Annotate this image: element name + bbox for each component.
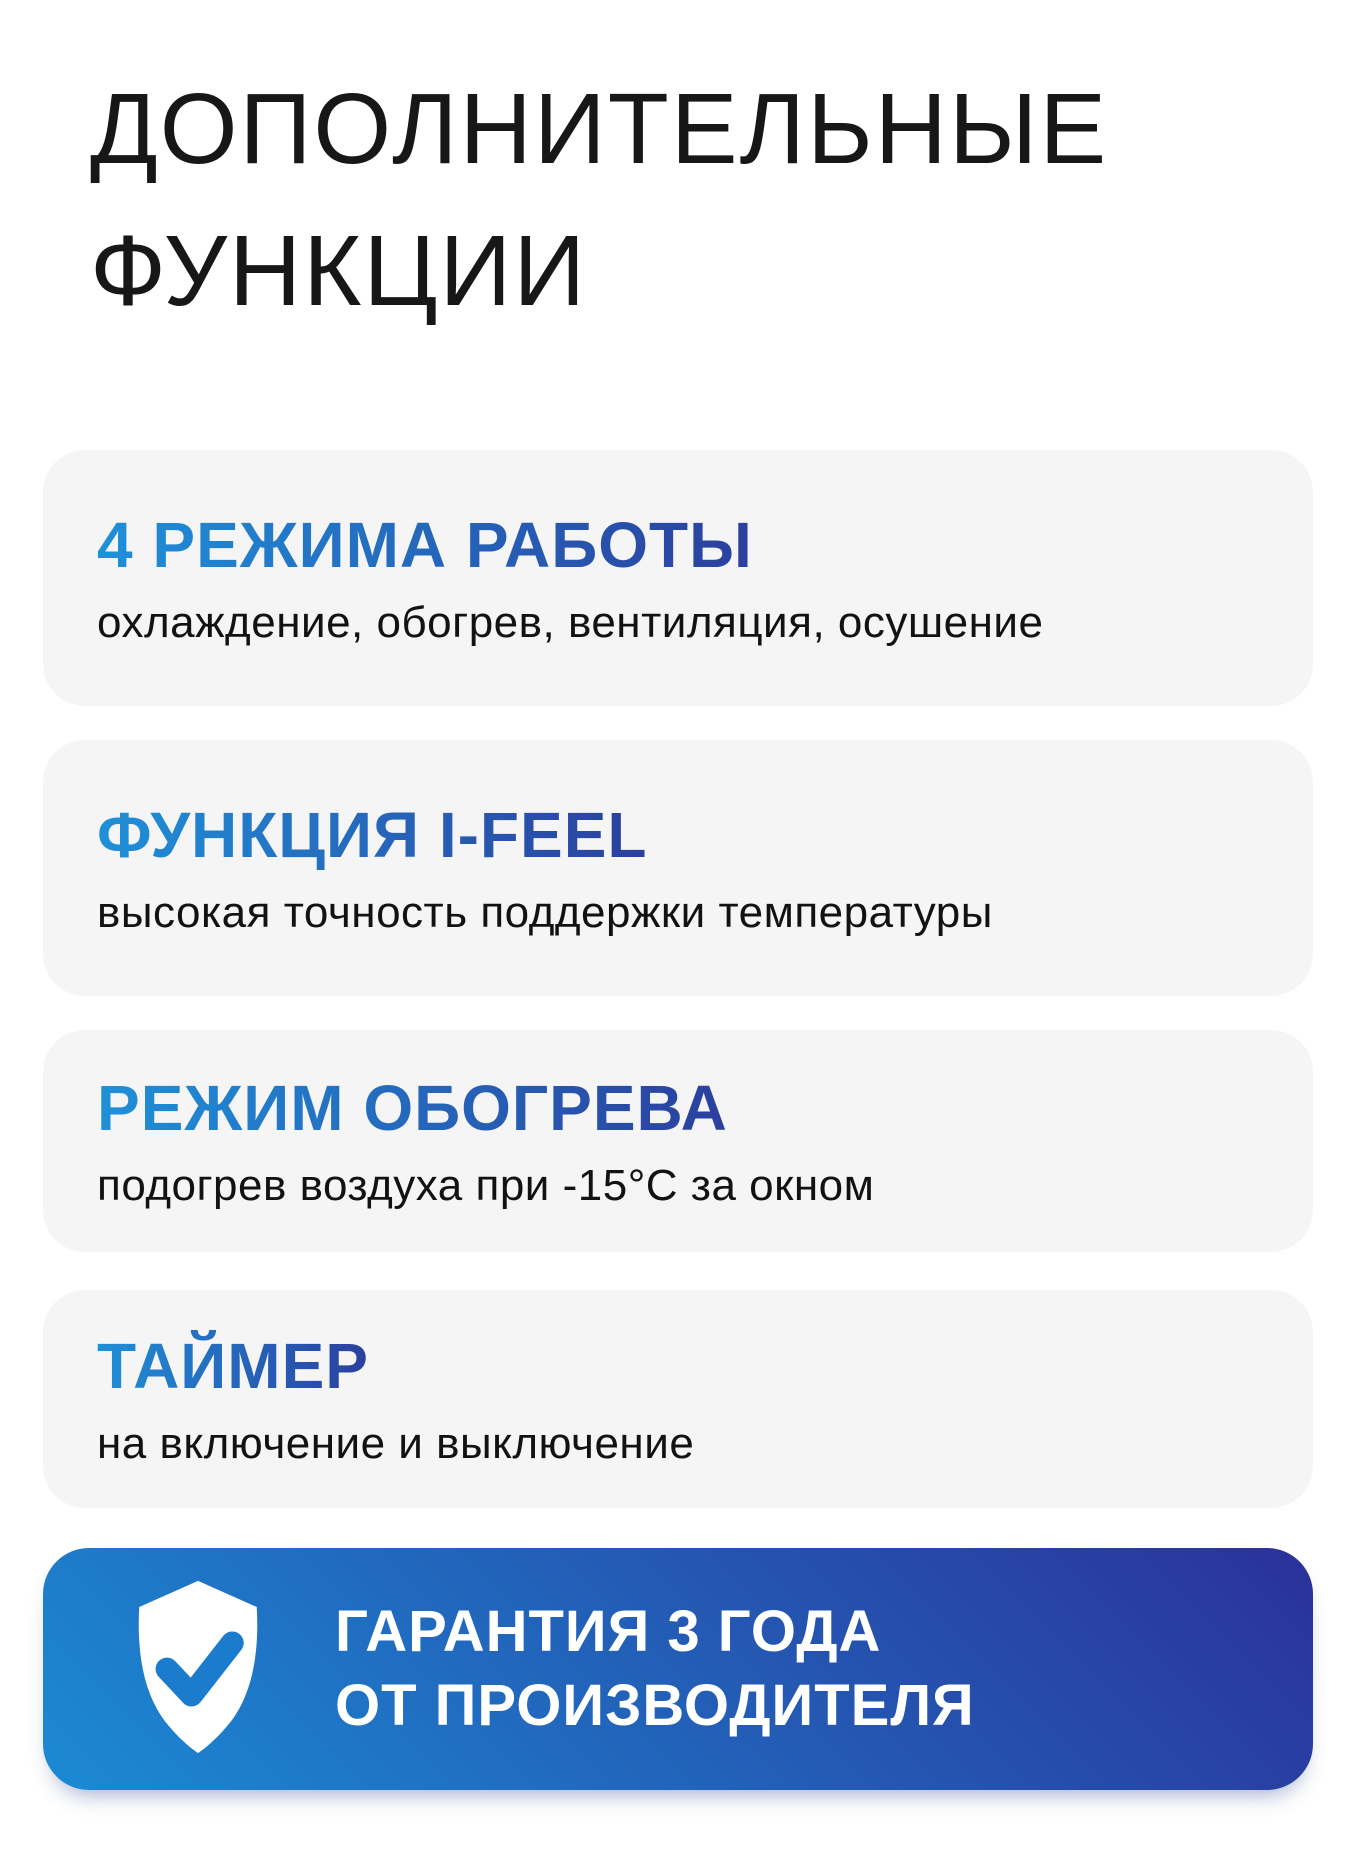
warranty-banner (43, 1548, 1313, 1790)
feature-heading-modes: 4 РЕЖИМА РАБОТЫ (97, 509, 753, 581)
warranty-line-1: ГАРАНТИЯ 3 ГОДА (335, 1598, 882, 1664)
shield-check-icon (115, 1576, 281, 1762)
page-title (90, 58, 1108, 342)
warranty-text (335, 1595, 975, 1743)
feature-heading-ifeel: ФУНКЦИЯ I-FEEL (97, 799, 648, 871)
feature-card-modes (43, 450, 1313, 706)
feature-description-heating: подогрев воздуха при -15°С за окном (97, 1161, 875, 1210)
feature-heading-timer: ТАЙМЕР (97, 1330, 369, 1402)
feature-description-ifeel: высокая точность поддержки температуры (97, 888, 993, 937)
page-title-line-2: ФУНКЦИИ (90, 215, 588, 327)
feature-description-timer: на включение и выключение (97, 1419, 695, 1468)
warranty-line-2: ОТ ПРОИЗВОДИТЕЛЯ (335, 1673, 975, 1738)
feature-card-ifeel (43, 740, 1313, 996)
page-title-line-1: ДОПОЛНИТЕЛЬНЫЕ (90, 73, 1109, 185)
feature-description-modes: охлаждение, обогрев, вентиляция, осушение (97, 598, 1044, 647)
feature-heading-heating: РЕЖИМ ОБОГРЕВА (97, 1072, 728, 1144)
feature-card-timer (43, 1290, 1313, 1508)
feature-card-heating (43, 1030, 1313, 1252)
